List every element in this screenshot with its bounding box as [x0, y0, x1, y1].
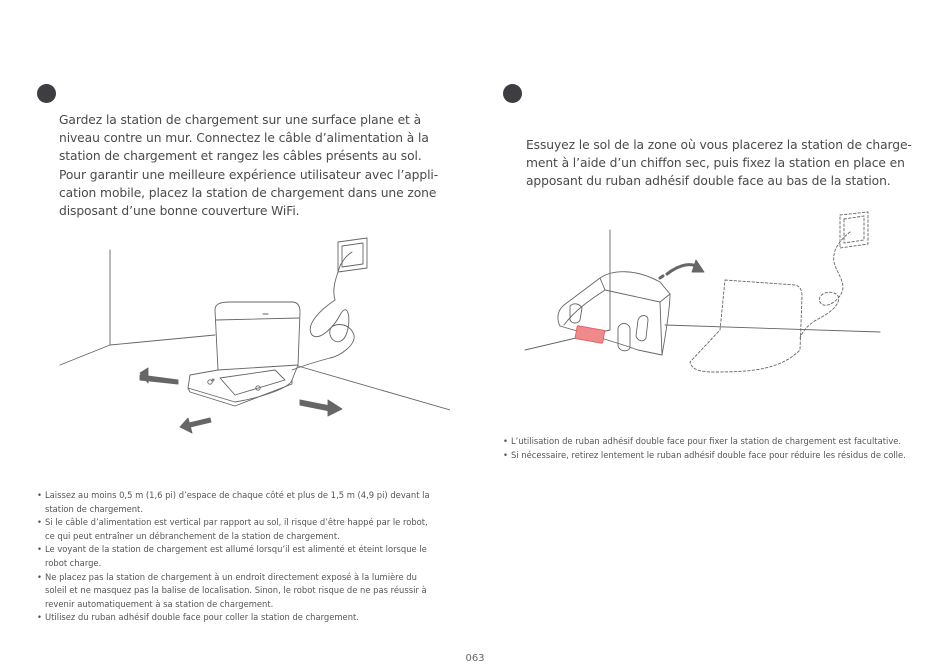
step-marker-left — [37, 84, 56, 103]
note-line: • Ne placez pas la station de chargement à un endroit directement exposé à la lumière du — [45, 571, 417, 582]
page-number: 063 — [465, 653, 485, 664]
note-line: • Le voyant de la station de chargement est allumé lorsqu’il est alimenté et éteint lorsque le — [45, 544, 427, 555]
text-line: Essuyez le sol de la zone où vous placerez la station de charge- — [526, 138, 912, 152]
adhesive-tape — [575, 326, 605, 344]
floor-left-line — [60, 345, 110, 365]
cable-coil — [292, 300, 354, 370]
left-notes-list — [37, 489, 430, 625]
note-line: • L’utilisation de ruban adhésif double face pour fixer la station de chargement est facultative. — [511, 436, 902, 446]
text-line: Pour garantir une meilleure expérience utilisateur avec l’appli- — [59, 167, 439, 182]
note-item — [503, 449, 906, 463]
note-line: soleil et ne masquez pas la balise de localisation. Sinon, le robot risque de ne pas réussir à — [45, 585, 427, 596]
charging-station-body — [215, 302, 300, 370]
note-item — [37, 489, 430, 516]
left-instruction-text — [59, 111, 438, 220]
note-item — [37, 611, 430, 625]
charging-station-placement-illustration — [30, 230, 450, 440]
note-line: • Utilisez du ruban adhésif double face pour coller la station de chargement. — [45, 612, 359, 623]
note-item — [37, 516, 430, 543]
note-line: • Si le câble d’alimentation est vertical par rapport au sol, il risque d’être happé par le robot, — [45, 517, 428, 528]
note-line: • Laissez au moins 0,5 m (1,6 pi) d’espace de chaque côté et plus de 1,5 m (4,9 pi) devant la — [45, 490, 430, 500]
note-line: robot charge. — [45, 557, 102, 568]
right-notes-list — [503, 435, 906, 462]
note-item — [37, 571, 430, 612]
text-line: Gardez la station de chargement sur une surface plane et à — [59, 113, 422, 127]
text-line: station de chargement et rangez les câbles présents au sol. — [59, 149, 422, 164]
adhesive-tape-illustration — [520, 210, 900, 380]
text-line: apposant du ruban adhésif double face au bas de la station. — [526, 174, 891, 189]
floor-back-line — [110, 335, 215, 345]
text-line: niveau contre un mur. Connectez le câble d’alimentation à la — [59, 131, 429, 146]
right-instruction-text — [526, 136, 912, 191]
text-line: disposant d’une bonne couverture WiFi. — [59, 204, 300, 219]
step-marker-right — [503, 84, 522, 103]
note-line: station de chargement. — [45, 503, 143, 514]
note-line: ce qui peut entraîner un débranchement de la station de chargement. — [45, 530, 340, 541]
text-line: cation mobile, placez la station de chargement dans une zone — [59, 185, 437, 200]
note-line: revenir automatiquement à sa station de chargement. — [45, 598, 274, 609]
note-item — [37, 543, 430, 570]
note-item — [503, 435, 906, 449]
text-line: ment à l’aide d’un chiffon sec, puis fixez la station en place en — [526, 156, 905, 171]
note-line: • Si nécessaire, retirez lentement le ruban adhésif double face pour réduire les résidus de colle. — [511, 449, 906, 460]
